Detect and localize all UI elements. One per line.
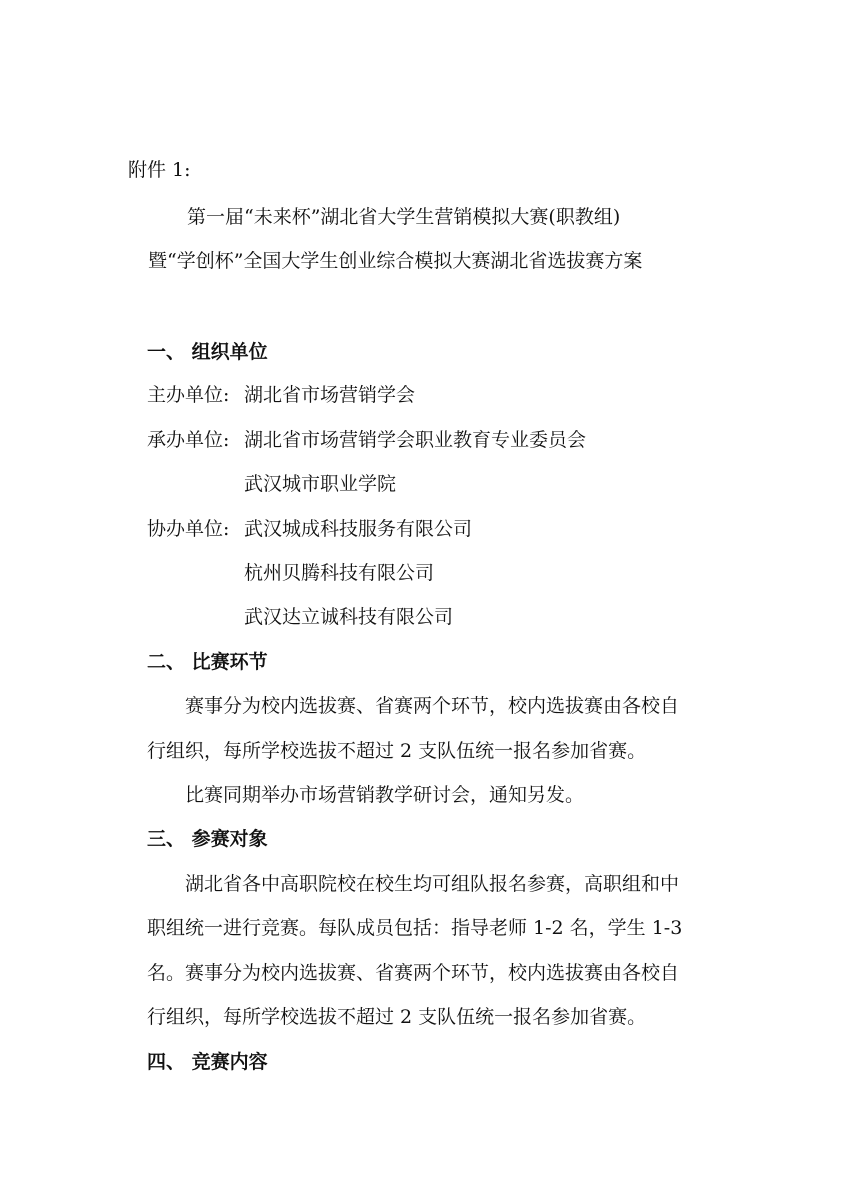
section2-para1-line2: 行组织，每所学校选拔不超过 2 支队伍统一报名参加省赛。 xyxy=(147,740,647,762)
attachment-label: 附件 1: xyxy=(128,159,191,181)
section3-line4: 行组织，每所学校选拔不超过 2 支队伍统一报名参加省赛。 xyxy=(147,1006,647,1028)
host-label: 主办单位: xyxy=(147,384,230,406)
co-organizer-value-2: 杭州贝腾科技有限公司 xyxy=(244,562,435,584)
co-organizer-value-1: 武汉城成科技服务有限公司 xyxy=(244,518,473,540)
host-value: 湖北省市场营销学会 xyxy=(244,384,416,406)
section2-para1-line1: 赛事分为校内选拔赛、省赛两个环节，校内选拔赛由各校自 xyxy=(185,695,680,717)
section-heading-2: 二、 比赛环节 xyxy=(147,651,268,673)
organizer-label: 承办单位: xyxy=(147,429,230,451)
co-organizer-value-3: 武汉达立诚科技有限公司 xyxy=(244,606,454,628)
section2-para2: 比赛同期举办市场营销教学研讨会，通知另发。 xyxy=(185,784,585,806)
section-heading-4: 四、 竞赛内容 xyxy=(147,1051,268,1073)
section3-line2: 职组统一进行竞赛。每队成员包括：指导老师 1-2 名，学生 1-3 xyxy=(147,917,683,939)
section-heading-1: 一、 组织单位 xyxy=(147,341,268,363)
section-heading-3: 三、 参赛对象 xyxy=(147,828,268,850)
organizer-value-2: 武汉城市职业学院 xyxy=(244,473,397,495)
title-line-1: 第一届“未来杯”湖北省大学生营销模拟大赛(职教组) xyxy=(187,206,621,228)
co-organizer-label: 协办单位: xyxy=(147,518,230,540)
title-line-2: 暨“学创杯”全国大学生创业综合模拟大赛湖北省选拔赛方案 xyxy=(148,250,643,272)
organizer-value-1: 湖北省市场营销学会职业教育专业委员会 xyxy=(244,429,587,451)
section3-line1: 湖北省各中高职院校在校生均可组队报名参赛，高职组和中 xyxy=(185,873,680,895)
section3-line3: 名。赛事分为校内选拔赛、省赛两个环节，校内选拔赛由各校自 xyxy=(147,962,680,984)
